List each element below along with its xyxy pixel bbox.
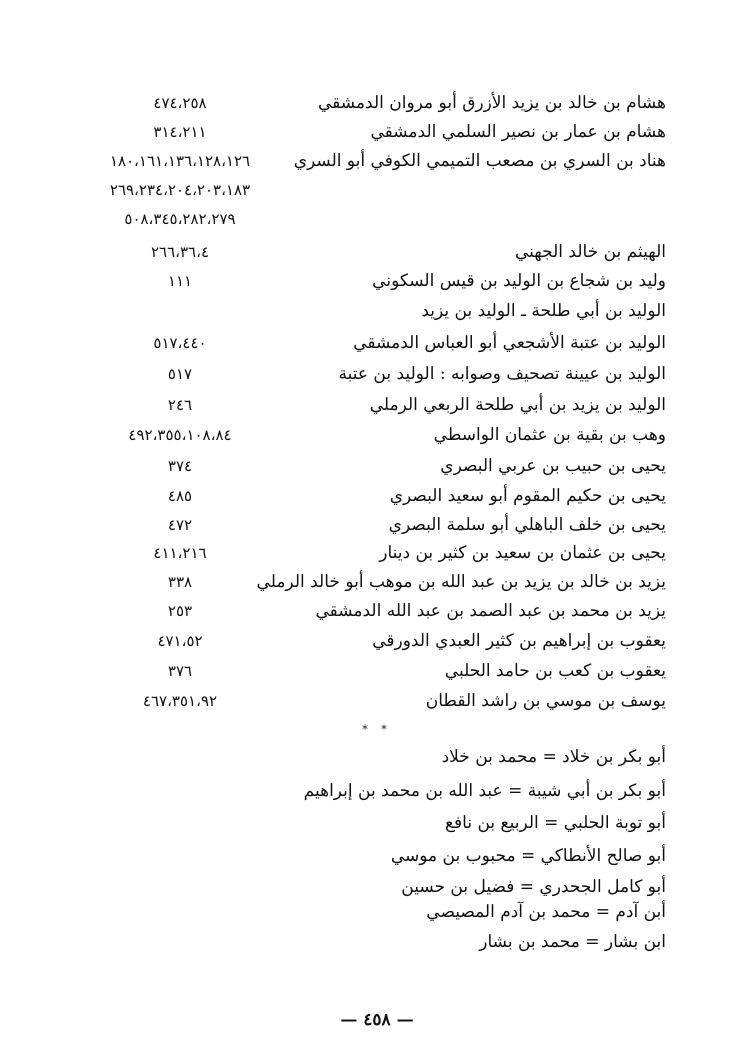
entry-pages: ٤٧٤،٢٥٨ <box>153 94 207 112</box>
entry-pages: ٤٧٢ <box>167 516 193 534</box>
entry-name: يحيى بن حبيب بن عربي البصري <box>440 456 666 476</box>
entry-pages: ٥١٧،٤٤٠ <box>153 334 207 352</box>
entry-name: يزيد بن خالد بن يزيد بن عبد الله بن موهب أبو خالد الرملي <box>256 572 666 592</box>
entry-name: يعقوب بن كعب بن حامد الحلبي <box>444 661 666 681</box>
kunya-text: أبن آدم = محمد بن آدم المصيصي <box>426 902 666 922</box>
index-entry-continuation <box>0 204 754 234</box>
entry-name: هناد بن السري بن مصعب التميمي الكوفي أبو السري <box>293 151 666 171</box>
kunya-text: أبو توبة الحلبي = الربيع بن نافع <box>444 813 666 833</box>
index-entry <box>0 481 754 511</box>
page-number: — ٤٥٨ — <box>340 1010 414 1030</box>
kunya-entry <box>0 841 754 871</box>
index-entry <box>0 237 754 267</box>
index-entry <box>0 359 754 389</box>
index-entry <box>0 296 754 326</box>
index-entry <box>0 626 754 656</box>
entry-pages: ٤٦٧،٣٥١،٩٢ <box>142 692 218 710</box>
entry-pages: ١٨٠،١٦١،١٣٦،١٢٨،١٢٦ <box>109 152 251 170</box>
entry-name: الوليد بن يزيد بن أبي طلحة الربعي الرملي <box>369 395 666 415</box>
kunya-entry <box>0 742 754 772</box>
entry-pages: ٤٧١،٥٢ <box>157 632 203 650</box>
entry-name: هشام بن عمار بن نصير السلمي الدمشقي <box>370 122 666 142</box>
entry-name: الهيثم بن خالد الجهني <box>515 242 666 262</box>
entry-pages: ٣٧٤ <box>167 457 193 475</box>
entry-name: وليد بن شجاع بن الوليد بن قيس السكوني <box>372 271 666 291</box>
index-entry <box>0 451 754 481</box>
entry-name: وهب بن بقية بن عثمان الواسطي <box>433 425 666 445</box>
entry-name: يوسف بن موسي بن راشد القطان <box>425 691 666 711</box>
entry-name: هشام بن خالد بن يزيد الأزرق أبو مروان الدمشقي <box>317 93 666 113</box>
entry-pages: ١١١ <box>167 272 193 290</box>
entry-pages: ٤٨٥ <box>167 487 193 505</box>
entry-pages: ٢٥٣ <box>167 602 193 620</box>
entry-pages: ٢٤٦ <box>167 396 193 414</box>
kunya-text: أبو بكر بن خلاد = محمد بن خلاد <box>441 747 666 767</box>
entry-name: يزيد بن محمد بن عبد الصمد بن عبد الله الدمشقي <box>315 601 666 621</box>
entry-pages: ٣٣٨ <box>167 573 193 591</box>
entry-pages: ٤١١،٢١٦ <box>153 544 207 562</box>
index-entry <box>0 538 754 568</box>
index-entry <box>0 328 754 358</box>
index-entry <box>0 510 754 540</box>
index-entry <box>0 390 754 420</box>
index-entry <box>0 266 754 296</box>
entry-pages: ٣١٤،٢١١ <box>153 123 207 141</box>
entry-pages: ٢٦٩،٢٣٤،٢٠٤،٢٠٣،١٨٣ <box>109 181 251 199</box>
entry-pages: ٣٧٦ <box>167 662 193 680</box>
kunya-text: أبو صالح الأنطاكي = محبوب بن موسي <box>390 846 666 866</box>
entry-name: يحيى بن عثمان بن سعيد بن كثير بن دينار <box>379 543 666 563</box>
entry-pages: ٢٦٦،٣٦،٤ <box>150 243 210 261</box>
entry-name: الوليد بن عيينة تصحيف وصوابه : الوليد بن عتبة <box>338 364 666 384</box>
index-entry <box>0 88 754 118</box>
entry-name: يعقوب بن إبراهيم بن كثير العبدي الدورقي <box>372 631 666 651</box>
index-entry <box>0 686 754 716</box>
kunya-entry <box>0 897 754 927</box>
index-entry <box>0 596 754 626</box>
index-entry <box>0 420 754 450</box>
index-entry <box>0 117 754 147</box>
entry-pages: ٤٩٢،٣٥٥،١٠٨،٨٤ <box>128 426 232 444</box>
section-separator: * * <box>362 723 392 736</box>
kunya-text: ابن بشار = محمد بن بشار <box>479 932 666 952</box>
kunya-entry <box>0 776 754 806</box>
kunya-entry <box>0 808 754 838</box>
entry-name: الوليد بن أبي طلحة ـ الوليد بن يزيد <box>421 301 666 321</box>
kunya-text: أبو بكر بن أبي شيبة = عبد الله بن محمد بن إبراهيم <box>303 781 666 801</box>
entry-name: الوليد بن عتبة الأشجعي أبو العباس الدمشقي <box>353 333 666 353</box>
index-entry <box>0 146 754 176</box>
entry-name: يحيى بن حكيم المقوم أبو سعيد البصري <box>389 486 666 506</box>
index-entry-continuation <box>0 175 754 205</box>
entry-pages: ٥٠٨،٣٤٥،٢٨٢،٢٧٩ <box>124 210 236 228</box>
index-entry <box>0 656 754 686</box>
kunya-entry <box>0 927 754 957</box>
index-entry <box>0 567 754 597</box>
kunya-text: أبو كامل الجحدري = فضيل بن حسين <box>401 877 666 897</box>
entry-pages: ٥١٧ <box>167 365 193 383</box>
entry-name: يحيى بن خلف الباهلي أبو سلمة البصري <box>388 515 666 535</box>
